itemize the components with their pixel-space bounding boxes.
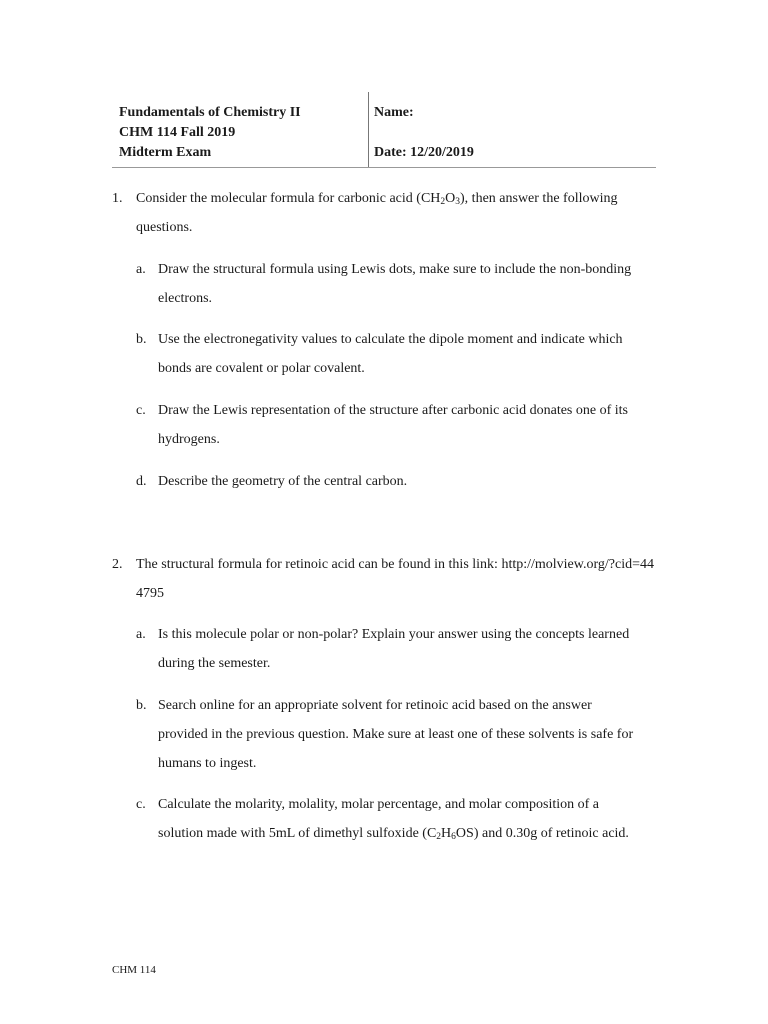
part-letter: b.: [136, 332, 147, 347]
part-letter: a.: [136, 262, 146, 277]
header-bottom-rule: [112, 167, 656, 168]
part-text: Is this molecule polar or non-polar? Explain your answer using the concepts learned during the semester.: [158, 627, 630, 671]
question-1: [112, 184, 658, 242]
question-number: 1.: [112, 191, 123, 206]
question-number: 2.: [112, 557, 123, 572]
exam-name: Midterm Exam: [119, 145, 212, 160]
exam-date: Date: 12/20/2019: [374, 145, 474, 160]
part-text-segment: H: [441, 826, 452, 841]
part-letter: a.: [136, 627, 146, 642]
part-text-segment: Calculate the molarity, molality, molar percentage, and molar composition of a solution made with 5mL of dimethyl sulfoxide (C: [158, 797, 599, 841]
question-text-part: Consider the molecular formula for carbonic acid (CH: [136, 191, 441, 206]
course-code-term: CHM 114 Fall 2019: [119, 125, 236, 140]
name-label: Name:: [374, 105, 414, 120]
part-text: Draw the Lewis representation of the structure after carbonic acid donates one of its hydrogens.: [158, 403, 628, 447]
course-title: Fundamentals of Chemistry II: [119, 105, 301, 120]
part-text: Search online for an appropriate solvent for retinoic acid based on the answer provided in the previous question. Make sure at least one of these solvents is safe for humans to ingest.: [158, 698, 634, 771]
subscript: 6: [451, 832, 456, 842]
page-footer: CHM 114: [112, 964, 156, 976]
part-text: [158, 790, 638, 848]
question-text-part: O: [445, 191, 456, 206]
subscript: 2: [436, 832, 442, 842]
question-text: The structural formula for retinoic acid can be found in this link: http://molview.org/?cid=444795: [136, 557, 654, 601]
part-text-segment: OS) and 0.30g of retinoic acid.: [455, 826, 629, 841]
subscript: 3: [455, 197, 461, 207]
part-text: Draw the structural formula using Lewis dots, make sure to include the non-bonding electrons.: [158, 262, 632, 306]
part-text: Describe the geometry of the central carbon.: [158, 474, 408, 489]
question-text-part: ), then answer the following questions.: [136, 191, 618, 235]
part-letter: c.: [136, 797, 146, 812]
question-2: [112, 550, 658, 608]
part-letter: c.: [136, 403, 146, 418]
header-vertical-divider: [368, 92, 369, 168]
subscript: 2: [440, 197, 446, 207]
part-text: Use the electronegativity values to calculate the dipole moment and indicate which bonds are covalent or polar covalent.: [158, 332, 623, 376]
question-text: [136, 184, 658, 242]
part-letter: d.: [136, 474, 147, 489]
exam-header-table: [112, 92, 656, 168]
part-letter: b.: [136, 698, 147, 713]
